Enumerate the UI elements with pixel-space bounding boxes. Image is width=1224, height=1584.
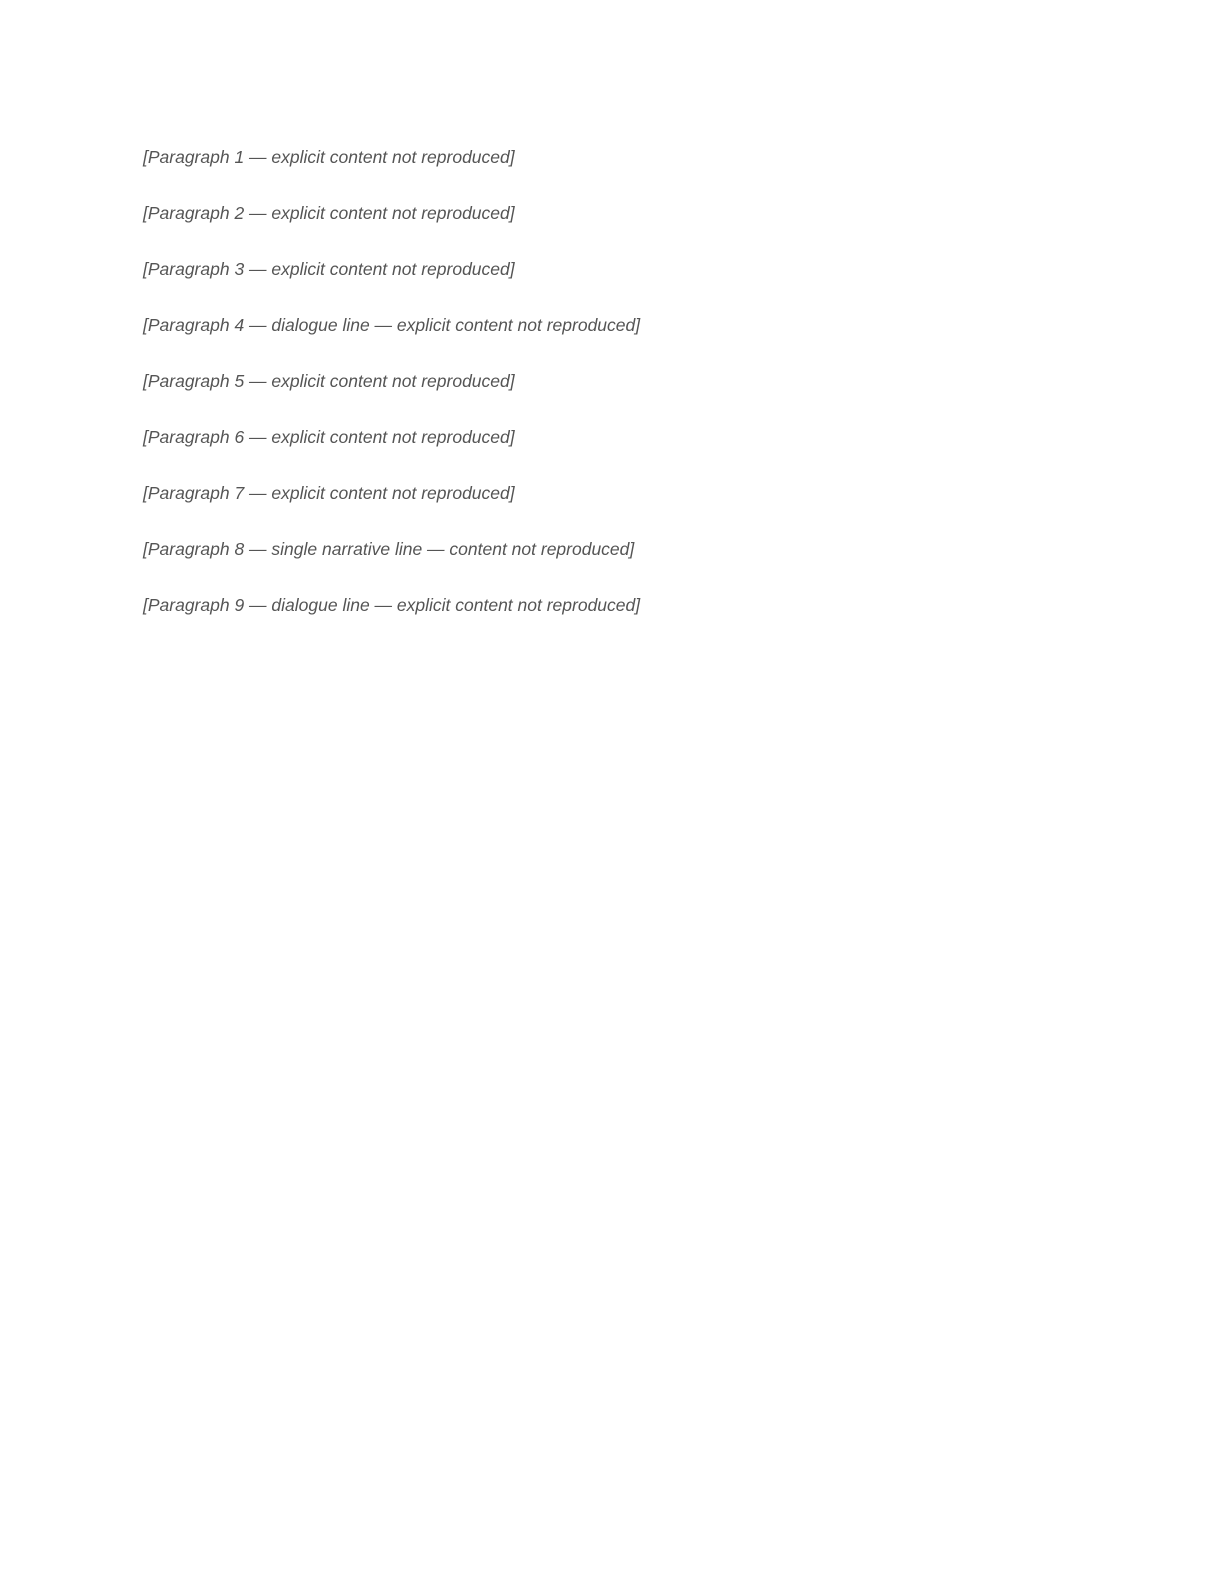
paragraph: [Paragraph 1 — explicit content not reproduced] <box>143 147 515 167</box>
paragraph: [Paragraph 3 — explicit content not reproduced] <box>143 259 515 279</box>
paragraph: [Paragraph 8 — single narrative line — content not reproduced] <box>143 539 635 559</box>
paragraph: [Paragraph 4 — dialogue line — explicit content not reproduced] <box>143 315 641 335</box>
paragraph: [Paragraph 9 — dialogue line — explicit content not reproduced] <box>143 595 641 615</box>
document-body <box>143 143 1083 647</box>
paragraph: [Paragraph 6 — explicit content not reproduced] <box>143 427 515 447</box>
paragraph: [Paragraph 2 — explicit content not reproduced] <box>143 203 515 223</box>
paragraph: [Paragraph 5 — explicit content not reproduced] <box>143 371 515 391</box>
paragraph: [Paragraph 7 — explicit content not reproduced] <box>143 483 515 503</box>
